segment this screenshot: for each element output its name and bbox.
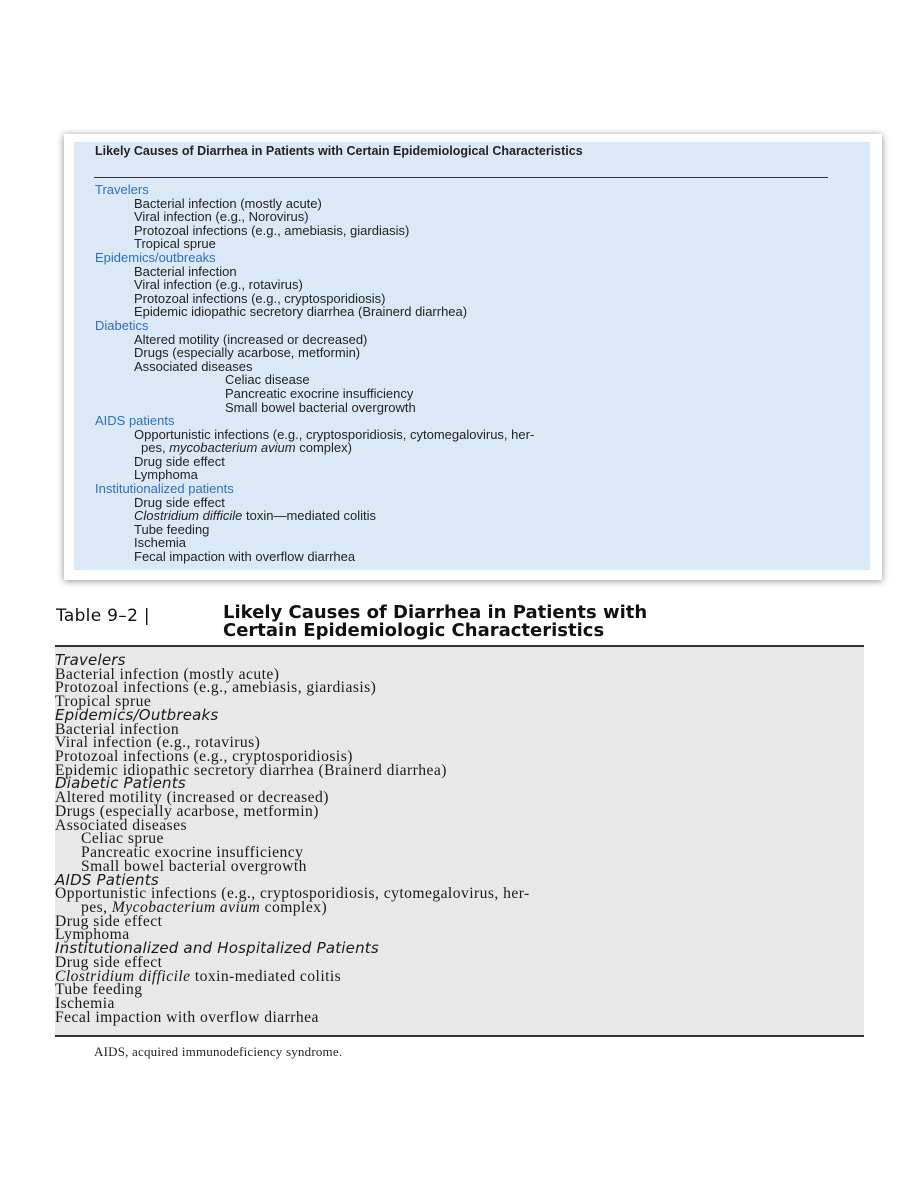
- list-item: Pancreatic exocrine insufficiency: [81, 844, 304, 862]
- top-table-frame: [64, 134, 882, 580]
- list-item-italic-text: Clostridium difficile: [55, 967, 191, 985]
- list-item: Fecal impaction with overflow diarrhea: [134, 549, 356, 565]
- category-heading: AIDS patients: [95, 413, 175, 429]
- list-item-italic-text: Mycobacterium avium: [111, 898, 261, 916]
- category-heading: Travelers: [55, 651, 126, 669]
- list-item: Lymphoma: [134, 467, 198, 483]
- list-item: Tropical sprue: [55, 693, 152, 711]
- list-item-text: toxin—mediated colitis: [242, 508, 377, 524]
- list-item: Fecal impaction with overflow diarrhea: [55, 1008, 319, 1026]
- list-item: Bacterial infection: [55, 720, 180, 738]
- list-item: Lymphoma: [55, 926, 130, 944]
- list-item: Tube feeding: [134, 521, 210, 537]
- table-title: [223, 604, 647, 640]
- list-item: Bacterial infection (mostly acute): [55, 665, 280, 683]
- list-item-text: complex): [260, 898, 328, 916]
- list-item: Drug side effect: [134, 494, 225, 510]
- list-item: Epidemic idiopathic secretory diarrhea (Brainerd diarrhea): [55, 761, 447, 779]
- list-item: Bacterial infection: [134, 263, 237, 279]
- category-heading: Epidemics/Outbreaks: [55, 705, 219, 724]
- list-item: Celiac sprue: [81, 830, 164, 848]
- list-item: Protozoal infections (e.g., amebiasis, giardiasis): [55, 679, 377, 697]
- list-item: Viral infection (e.g., Norovirus): [134, 209, 309, 225]
- category-heading: Institutionalized patients: [95, 481, 234, 497]
- list-item: Protozoal infections (e.g., amebiasis, giardiasis): [134, 222, 410, 238]
- list-item-text: pes,: [81, 898, 112, 916]
- top-table-panel: [74, 142, 870, 570]
- list-item: [55, 967, 861, 985]
- list-item: Ischemia: [134, 535, 187, 551]
- list-item: Altered motility (increased or decreased): [55, 789, 329, 807]
- category-heading: Diabetic Patients: [55, 774, 186, 793]
- list-item: Ischemia: [55, 994, 115, 1012]
- list-item-italic-text: mycobacterium avium: [169, 440, 296, 456]
- top-table-list: [95, 183, 855, 564]
- list-item: Viral infection (e.g., rotavirus): [134, 277, 303, 293]
- top-table-divider: [94, 177, 828, 178]
- table-title-line-2: Certain Epidemiologic Characteristics: [223, 620, 605, 641]
- list-item: Small bowel bacterial overgrowth: [81, 857, 307, 875]
- top-table-title: Likely Causes of Diarrhea in Patients with Certain Epidemiological Characteristics: [95, 144, 583, 158]
- table-footnote: AIDS, acquired immunodeficiency syndrome.: [94, 1044, 343, 1059]
- list-item: Opportunistic infections (e.g., cryptosporidiosis, cytomegalovirus, her-: [134, 426, 535, 442]
- list-item: Small bowel bacterial overgrowth: [225, 399, 416, 415]
- category-heading: Epidemics/outbreaks: [95, 249, 216, 265]
- list-item: Associated diseases: [55, 816, 187, 834]
- list-item-text: toxin-mediated colitis: [190, 967, 342, 985]
- list-item: Drug side effect: [55, 953, 163, 971]
- table-title-line-1: Likely Causes of Diarrhea in Patients with: [223, 602, 648, 623]
- list-item: Drug side effect: [55, 912, 163, 930]
- bottom-table-panel: [55, 645, 864, 1037]
- list-item: [95, 441, 855, 455]
- list-item: Drug side effect: [134, 453, 225, 469]
- category-heading: Travelers: [95, 182, 149, 197]
- list-item: Epidemic idiopathic secretory diarrhea (Brainerd diarrhea): [134, 304, 468, 320]
- list-item: Viral infection (e.g., rotavirus): [55, 734, 261, 752]
- list-item: Protozoal infections (e.g., cryptosporidiosis): [55, 748, 353, 766]
- list-item: Tube feeding: [55, 981, 143, 999]
- list-item-italic-text: Clostridium difficile: [134, 508, 243, 524]
- category-heading: AIDS Patients: [55, 870, 159, 889]
- list-item-text: complex): [295, 440, 352, 456]
- list-item-text: pes,: [141, 440, 170, 456]
- list-item: Altered motility (increased or decreased): [134, 331, 368, 347]
- list-item: Protozoal infections (e.g., cryptosporidiosis): [134, 290, 386, 306]
- bottom-table-list: [55, 651, 861, 1026]
- list-item: Opportunistic infections (e.g., cryptosporidiosis, cytomegalovirus, her-: [55, 885, 530, 903]
- list-item: Tropical sprue: [134, 236, 216, 252]
- table-number: Table 9–2 |: [56, 606, 150, 626]
- list-item: Drugs (especially acarbose, metformin): [134, 345, 361, 361]
- list-item: Celiac disease: [225, 372, 310, 388]
- list-item: Pancreatic exocrine insufficiency: [225, 385, 414, 401]
- list-item: [95, 509, 855, 523]
- list-item: Bacterial infection (mostly acute): [134, 195, 322, 211]
- list-item: [55, 898, 861, 916]
- category-heading: Diabetics: [95, 317, 149, 333]
- list-item: Associated diseases: [134, 358, 253, 374]
- list-item: Drugs (especially acarbose, metformin): [55, 802, 319, 820]
- category-heading: Institutionalized and Hospitalized Patients: [55, 939, 379, 958]
